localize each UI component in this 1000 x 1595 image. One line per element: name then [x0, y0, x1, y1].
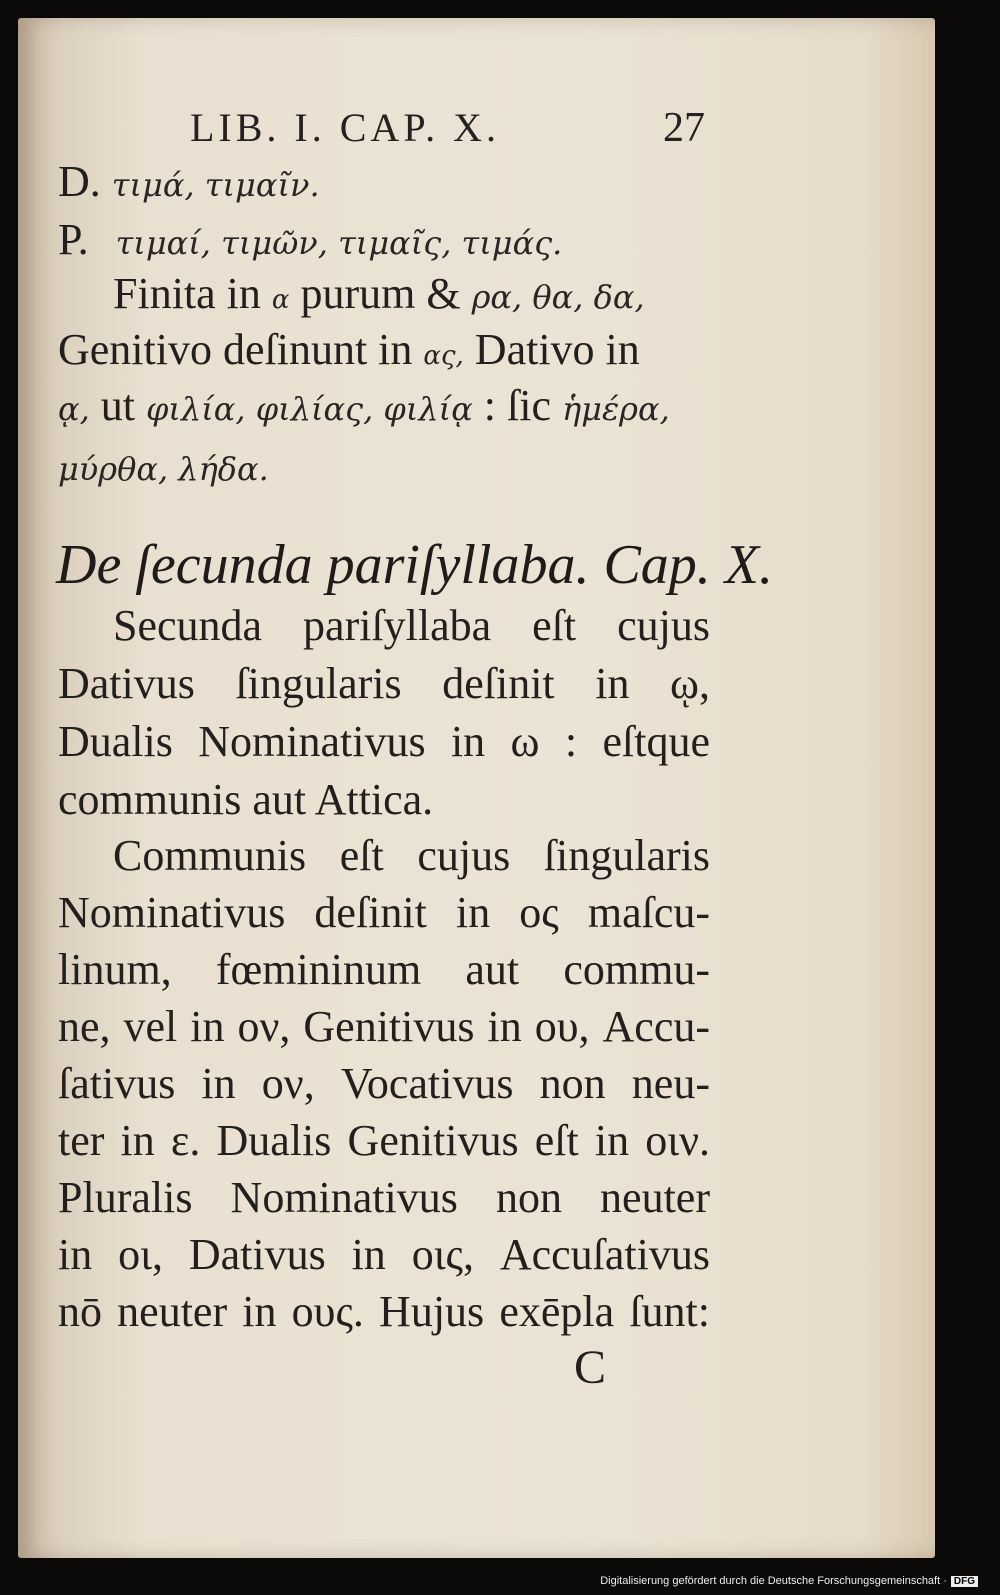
text-line: Dativus ſingularis deſinit in ῳ, [58, 659, 710, 708]
text-line: ſativus in ον, Vocativus non neu- [58, 1059, 710, 1108]
section-heading: De ſecunda pariſyllaba. Cap. X. [56, 534, 774, 596]
case-label: D. [58, 157, 101, 206]
greek-line-dual [58, 156, 320, 207]
dfg-logo: DFG [951, 1576, 978, 1587]
greek-forms: τιμά, τιμαῖν. [111, 166, 320, 204]
text-line: linum, fœmininum aut commu- [58, 945, 710, 994]
text-line: Communis eſt cujus ſingularis [113, 831, 710, 880]
greek-forms: τιμαί, τιμῶν, τιμαῖς, τιμάς. [115, 224, 563, 262]
running-title: LIB. I. CAP. X. [190, 105, 501, 150]
case-label: P. [58, 215, 89, 264]
greek-line-plural [58, 214, 562, 265]
text-line: in οι, Dativus in οις, Accuſativus [58, 1230, 710, 1279]
catchword: C [574, 1341, 607, 1394]
text-line: μύρθα, λήδα. [58, 450, 269, 488]
text-line: ᾳ, ut φιλία, φιλίας, φιλίᾳ : ſic ἡμέρα, [58, 381, 670, 430]
text-line: Finita in α purum & ρα, θα, δα, [113, 269, 645, 318]
text-line: Genitivo deſinunt in ας, Dativo in [58, 325, 640, 374]
text-line: Dualis Nominativus in ω : eſtque [58, 717, 710, 766]
text-line: nō neuter in ους. Hujus exēpla ſunt: [58, 1287, 710, 1336]
text-line: ne, vel in ον, Genitivus in ου, Accu- [58, 1002, 710, 1051]
text-line: Nominativus deſinit in ος maſcu- [58, 888, 710, 937]
credit-text: Digitalisierung gefördert durch die Deutsche Forschungsgemeinschaft · [600, 1575, 947, 1587]
book-page [18, 18, 935, 1558]
digitization-credit [600, 1575, 978, 1587]
text-line: ter in ε. Dualis Genitivus eſt in οιν. [58, 1116, 710, 1165]
text-line: communis aut Attica. [58, 775, 434, 824]
text-line: Secunda pariſyllaba eſt cujus [113, 601, 710, 650]
text-line: Pluralis Nominativus non neuter [58, 1173, 710, 1222]
page-number: 27 [663, 105, 705, 151]
